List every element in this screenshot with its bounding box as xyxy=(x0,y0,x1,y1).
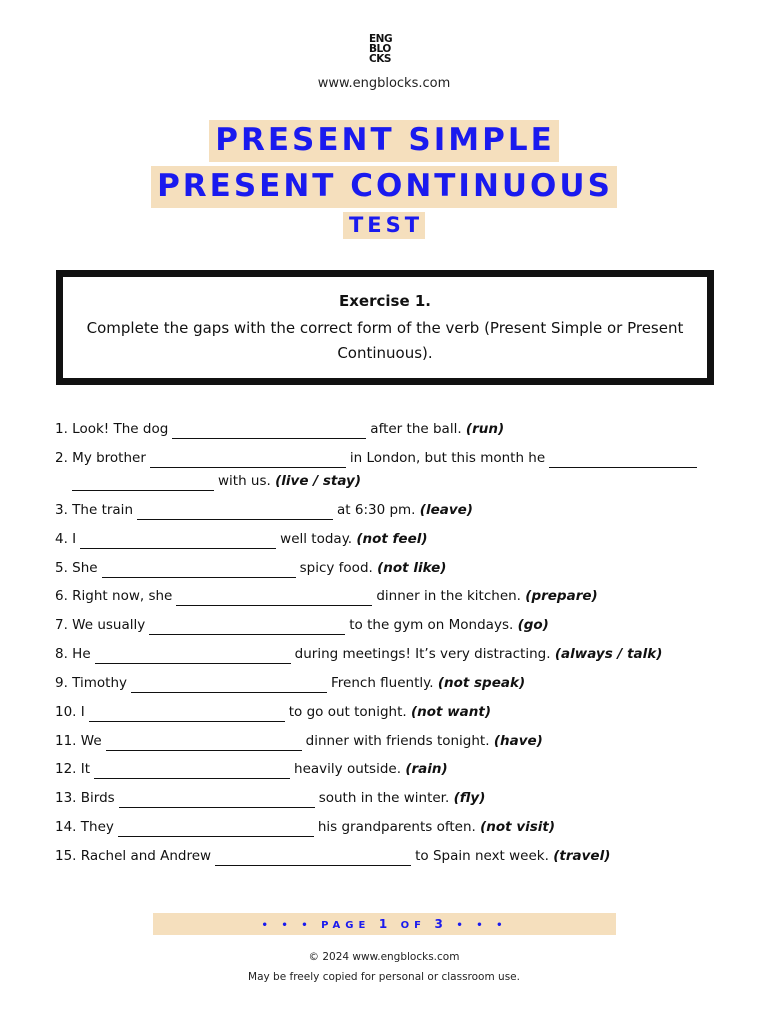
question-prefix: 15. Rachel and Andrew xyxy=(55,848,212,864)
question-prefix: 5. She xyxy=(55,560,98,576)
question-15 xyxy=(55,846,610,866)
question-prefix: 14. They xyxy=(55,819,114,835)
verb-hint: (leave) xyxy=(419,502,473,518)
verb-hint: (travel) xyxy=(553,848,611,864)
verb-hint: (go) xyxy=(517,617,549,633)
answer-gap[interactable] xyxy=(131,676,327,693)
question-suffix: with us. xyxy=(218,473,271,489)
title-line-1 xyxy=(0,120,768,162)
answer-gap[interactable] xyxy=(89,705,285,722)
verb-hint: (not visit) xyxy=(480,819,556,835)
verb-hint: (have) xyxy=(493,733,543,749)
question-prefix: 6. Right now, she xyxy=(55,588,173,604)
verb-hint: (run) xyxy=(465,421,505,437)
question-prefix: 7. We usually xyxy=(55,617,146,633)
question-suffix: after the ball. xyxy=(370,421,462,437)
title-present-continuous: PRESENT CONTINUOUS xyxy=(151,166,617,208)
verb-hint: (rain) xyxy=(405,761,448,777)
question-prefix: 13. Birds xyxy=(55,790,115,806)
question-suffix: dinner in the kitchen. xyxy=(376,588,521,604)
exercise-instruction: Complete the gaps with the correct form of the verb (Present Simple or Present Continuous). xyxy=(86,319,684,362)
license-text: May be freely copied for personal or classroom use. xyxy=(248,971,520,983)
answer-gap[interactable] xyxy=(215,849,411,866)
question-middle: in London, but this month he xyxy=(349,450,546,466)
question-suffix: his grandparents often. xyxy=(317,819,476,835)
question-suffix: French fluently. xyxy=(331,675,434,691)
verb-hint: (prepare) xyxy=(525,588,598,604)
exercise-title: Exercise 1. xyxy=(339,292,431,310)
question-3 xyxy=(55,500,473,520)
page-word: PAGE xyxy=(321,920,371,931)
answer-gap[interactable] xyxy=(549,451,697,468)
verb-hint: (always / talk) xyxy=(554,646,663,662)
copyright-text: © 2024 www.engblocks.com xyxy=(308,951,460,963)
question-suffix: at 6:30 pm. xyxy=(337,502,416,518)
question-suffix: well today. xyxy=(280,531,353,547)
question-prefix: 9. Timothy xyxy=(55,675,128,691)
question-12 xyxy=(55,759,448,779)
question-prefix: 3. The train xyxy=(55,502,133,518)
question-prefix: 12. It xyxy=(55,761,91,777)
total-pages: 3 xyxy=(434,917,448,931)
dots-right: • • • xyxy=(456,920,508,931)
question-prefix: 4. I xyxy=(55,531,77,547)
question-suffix: spicy food. xyxy=(299,560,373,576)
answer-gap[interactable] xyxy=(172,422,366,439)
question-suffix: to go out tonight. xyxy=(288,704,407,720)
question-10 xyxy=(55,702,491,722)
question-4 xyxy=(55,529,428,549)
question-suffix: during meetings! It’s very distracting. xyxy=(294,646,551,662)
verb-hint: (not want) xyxy=(410,704,492,720)
dots-left: • • • xyxy=(261,920,313,931)
question-13 xyxy=(55,788,485,808)
answer-gap[interactable] xyxy=(94,762,290,779)
question-prefix: 11. We xyxy=(55,733,102,749)
question-suffix: dinner with friends tonight. xyxy=(305,733,490,749)
question-suffix: to the gym on Mondays. xyxy=(349,617,514,633)
question-14 xyxy=(55,817,555,837)
title-line-3 xyxy=(0,212,768,239)
answer-gap[interactable] xyxy=(95,647,291,664)
question-5 xyxy=(55,558,446,578)
logo-line-3: CKS xyxy=(369,53,391,65)
title-line-2 xyxy=(0,166,768,208)
verb-hint: (not speak) xyxy=(437,675,526,691)
verb-hint: (fly) xyxy=(453,790,486,806)
answer-gap[interactable] xyxy=(119,791,315,808)
answer-gap[interactable] xyxy=(176,589,372,606)
question-2 xyxy=(55,448,701,468)
question-suffix: heavily outside. xyxy=(294,761,402,777)
verb-hint: (not like) xyxy=(377,560,447,576)
question-8 xyxy=(55,644,662,664)
answer-gap[interactable] xyxy=(106,734,302,751)
question-9 xyxy=(55,673,525,693)
current-page: 1 xyxy=(378,917,393,931)
question-prefix: 10. I xyxy=(55,704,85,720)
answer-gap[interactable] xyxy=(102,561,296,578)
answer-gap[interactable] xyxy=(72,474,214,491)
answer-gap[interactable] xyxy=(149,618,345,635)
question-suffix: south in the winter. xyxy=(318,790,450,806)
exercise-box xyxy=(56,270,714,385)
question-2-continued xyxy=(55,471,361,491)
logo-line-2: BLO xyxy=(369,43,391,55)
question-prefix: 8. He xyxy=(55,646,91,662)
site-url: www.engblocks.com xyxy=(317,76,451,91)
verb-hint: (live / stay) xyxy=(275,473,361,489)
question-6 xyxy=(55,586,598,606)
of-word: OF xyxy=(400,920,427,931)
title-test: TEST xyxy=(343,212,425,239)
question-1 xyxy=(55,419,504,439)
title-present-simple: PRESENT SIMPLE xyxy=(209,120,559,162)
verb-hint: (not feel) xyxy=(356,531,428,547)
answer-gap[interactable] xyxy=(150,451,346,468)
question-11 xyxy=(55,731,543,751)
question-7 xyxy=(55,615,549,635)
logo-line-1: ENG xyxy=(369,33,393,45)
answer-gap[interactable] xyxy=(137,503,333,520)
question-prefix: 1. Look! The dog xyxy=(55,421,169,437)
question-prefix: 2. My brother xyxy=(55,450,146,466)
page-indicator xyxy=(153,913,616,935)
answer-gap[interactable] xyxy=(118,820,314,837)
question-suffix: to Spain next week. xyxy=(415,848,549,864)
answer-gap[interactable] xyxy=(80,532,276,549)
engblocks-logo xyxy=(369,34,401,64)
